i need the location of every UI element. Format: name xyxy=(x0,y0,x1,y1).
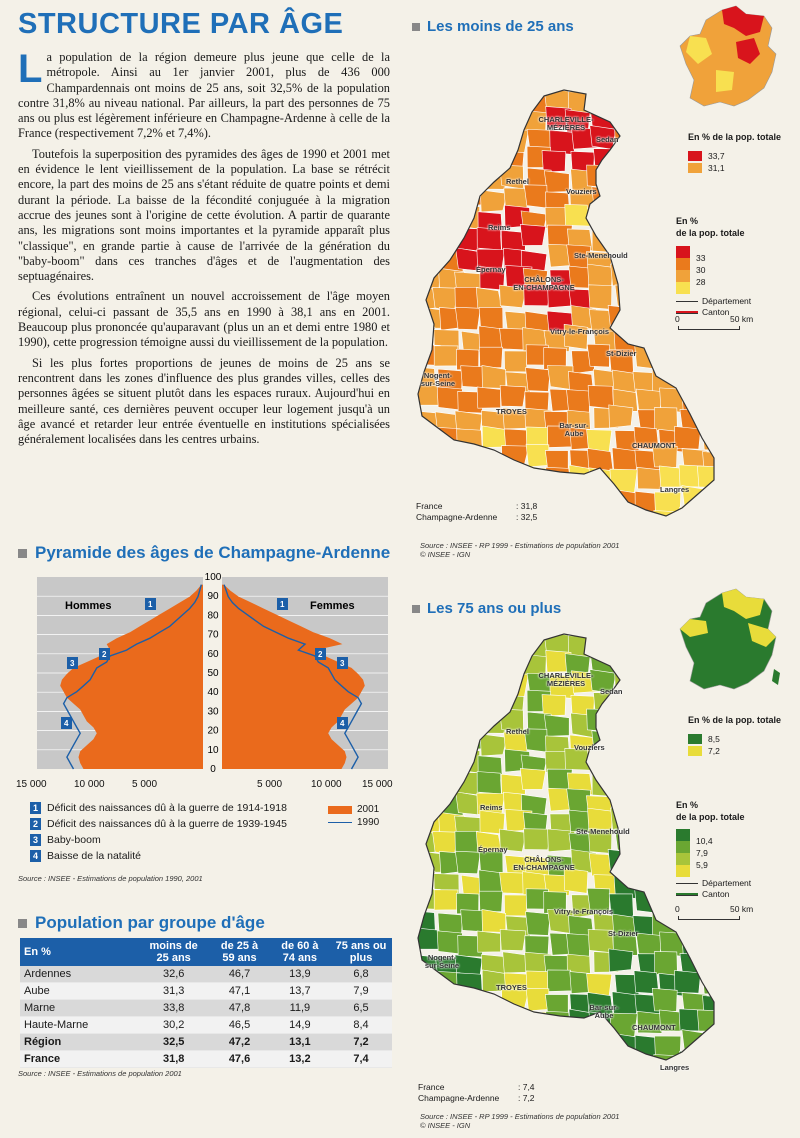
table-cell: 32,5 xyxy=(138,1034,209,1051)
map1-france-stat-label: France xyxy=(416,501,443,511)
map1-city-vouziers: Vouziers xyxy=(566,187,597,196)
map1-city-stmenehould: Ste-Menehould xyxy=(574,251,628,260)
table-cell: 46,5 xyxy=(209,1017,269,1034)
page-title: STRUCTURE PAR ÂGE xyxy=(18,8,344,40)
table-cell: Aube xyxy=(20,983,138,1000)
map1-scale-zero: 0 xyxy=(675,314,680,324)
map1-city-chalons: CHÂLONS- EN-CHAMPAGNE xyxy=(513,275,575,292)
legend-2001-swatch xyxy=(328,806,352,814)
age-group-table xyxy=(20,938,392,1068)
map1-city-charleville: CHARLEVILLE- MÉZIÈRES xyxy=(538,115,594,132)
map1-city-langres: Langres xyxy=(660,485,690,494)
map2-region-stat-label: Champagne-Ardenne xyxy=(418,1093,500,1103)
map2-france-stat-value: : 7,4 xyxy=(518,1082,535,1092)
map2-city-sedan: Sedan xyxy=(600,687,623,696)
map1-canton-label: Canton xyxy=(702,307,730,317)
marker-2-left-label: 2 xyxy=(102,650,107,659)
map2-city-reims: Reims xyxy=(480,803,503,812)
table-header: de 25 à 59 ans xyxy=(209,938,269,966)
map1-city-nogent: Nogent- sur-Seine xyxy=(420,371,456,388)
map2-city-epernay: Épernay xyxy=(478,845,508,854)
age-tick-40: 40 xyxy=(207,687,219,699)
map2-city-labels xyxy=(414,632,734,1077)
marker-3-left-label: 3 xyxy=(70,659,75,668)
map1-city-troyes: TROYES xyxy=(496,407,527,416)
table-cell: Ardennes xyxy=(20,966,138,983)
marker-4-right-label: 4 xyxy=(340,719,345,728)
table-row xyxy=(20,966,392,983)
map2-title xyxy=(412,600,561,617)
note-2-text: Déficit des naissances dû à la guerre de 1939-1945 xyxy=(47,818,287,830)
map1-france-value-high: 33,7 xyxy=(708,151,725,161)
map2-region-legend-title-2: de la pop. totale xyxy=(676,812,745,822)
map1-city-rethel: Rethel xyxy=(506,177,529,186)
pyramid-title-text: Pyramide des âges de Champagne-Ardenne xyxy=(35,543,391,562)
table-source: Source : INSEE - Estimations de population 2001 xyxy=(18,1069,182,1078)
x-tick-left-15000: 15 000 xyxy=(16,779,47,790)
note-1-num: 1 xyxy=(30,802,41,814)
map2-region-value-3: 5,9 xyxy=(696,860,708,870)
note-4-num: 4 xyxy=(30,850,41,862)
table-header-row xyxy=(20,938,392,966)
map1-city-barsuraube: Bar-sur- Aube xyxy=(559,421,589,438)
pyramid-source: Source : INSEE - Estimations de population 1990, 2001 xyxy=(18,874,203,883)
map1-source-2: © INSEE - IGN xyxy=(420,550,471,559)
map2-city-vouziers: Vouziers xyxy=(574,743,605,752)
x-tick-right-10000: 10 000 xyxy=(311,779,342,790)
age-tick-20: 20 xyxy=(207,725,219,737)
x-tick-right-15000: 15 000 xyxy=(362,779,393,790)
age-tick-50: 50 xyxy=(207,668,219,679)
pyramid-age-ticks xyxy=(205,572,222,775)
section-square-icon xyxy=(412,23,420,31)
table-cell: Région xyxy=(20,1034,138,1051)
map1-region-legend-title-2: de la pop. totale xyxy=(676,228,745,238)
map1-source-1: Source : INSEE - RP 1999 - Estimations de population 2001 xyxy=(420,541,620,550)
table-title-text: Population par groupe d'âge xyxy=(35,913,265,932)
table-cell: 7,9 xyxy=(330,983,392,1000)
section-square-icon xyxy=(412,605,420,613)
paragraph-4: Si les plus fortes proportions de jeunes de moins de 25 ans se rencontrent dans les zones d'influence des plus grandes villes, celles des personnes âgées se situent plutôt dans les espaces ruraux. Aujourd'hui en meilleure santé, ces dernières peuvent occuper leur logement jusqu'à un âge avancé et retarder leur entrée éventuelle en institutions spécialisées généralement localisées dans les centres urbains. xyxy=(18,355,390,447)
map1-france-value-low: 31,1 xyxy=(708,163,725,173)
map2-city-nogent: Nogent- sur-Seine xyxy=(424,953,460,970)
men-label: Hommes xyxy=(65,600,112,612)
map1-title-text: Les moins de 25 ans xyxy=(427,18,574,35)
article-body xyxy=(18,47,390,452)
map2-source-1: Source : INSEE - RP 1999 - Estimations de population 2001 xyxy=(420,1112,620,1121)
table-cell: Haute-Marne xyxy=(20,1017,138,1034)
table-header: En % xyxy=(20,938,138,966)
age-tick-60: 60 xyxy=(207,648,219,660)
map1-region-stat xyxy=(416,512,537,522)
marker-3-right-label: 3 xyxy=(340,659,345,668)
table-row xyxy=(20,983,392,1000)
map1-city-epernay: Épernay xyxy=(476,265,506,274)
marker-1-left-label: 1 xyxy=(148,600,153,609)
map1-city-reims: Reims xyxy=(488,223,511,232)
age-tick-100: 100 xyxy=(204,572,222,583)
table-cell: 31,8 xyxy=(138,1051,209,1068)
map1-region-value-1: 33 xyxy=(696,253,706,263)
section-square-icon xyxy=(18,549,27,558)
table-row xyxy=(20,1051,392,1068)
map1-city-vitry: Vitry-le-François xyxy=(550,327,610,336)
table-header: 75 ans ou plus xyxy=(330,938,392,966)
map1-region-legend-title-1: En % xyxy=(676,216,699,226)
table-header: de 60 à 74 ans xyxy=(270,938,330,966)
legend-1990-label: 1990 xyxy=(357,817,380,828)
note-3-text: Baby-boom xyxy=(47,834,101,846)
map2-france-legend-title: En % de la pop. totale xyxy=(688,715,782,725)
paragraph-1 xyxy=(18,47,390,142)
map1-city-chaumont: CHAUMONT xyxy=(632,441,676,450)
table-cell: France xyxy=(20,1051,138,1068)
map2-france-stat xyxy=(418,1082,535,1092)
map2-france-value-high: 8,5 xyxy=(708,734,720,744)
table-cell: 7,2 xyxy=(330,1034,392,1051)
map2-city-stmenehould: Ste-Menehould xyxy=(576,827,630,836)
age-tick-30: 30 xyxy=(207,706,219,718)
paragraph-1-text: a population de la région demeure plus jeune que celle de la métropole. Ainsi au 1er janvier 2001, plus de 436 000 Champardennais ont moins de 25 ans, soit 32,5% de la population contre 31,8% au niveau national. Par ailleurs, la part des personnes de 75 ans ou plus est légèrement inférieure en Champagne-Ardenne à celle de la France (respectivement 7,2% et 7,4%). xyxy=(18,50,390,141)
table-cell: 31,3 xyxy=(138,983,209,1000)
marker-2-right-label: 2 xyxy=(318,650,323,659)
map2-region-value-1: 10,4 xyxy=(696,836,713,846)
table-cell: 47,8 xyxy=(209,1000,269,1017)
map1-city-stdizier: St-Dizier xyxy=(606,349,637,358)
legend-2001 xyxy=(328,803,379,816)
women-label: Femmes xyxy=(310,600,355,612)
x-tick-right-5000: 5 000 xyxy=(257,779,283,790)
map2-city-vitry: Vitry-le-François xyxy=(554,907,614,916)
map2-city-langres: Langres xyxy=(660,1063,690,1072)
map2-canton-label: Canton xyxy=(702,889,730,899)
note-3-num: 3 xyxy=(30,834,41,846)
map2-region-stat-value: : 7,2 xyxy=(518,1093,535,1103)
table-cell: 6,8 xyxy=(330,966,392,983)
table-cell: 47,2 xyxy=(209,1034,269,1051)
age-tick-10: 10 xyxy=(207,744,219,756)
map2-city-troyes: TROYES xyxy=(496,983,527,992)
age-tick-90: 90 xyxy=(207,591,219,603)
table-cell: 7,4 xyxy=(330,1051,392,1068)
map1-region-stat-value: : 32,5 xyxy=(516,512,538,522)
map1-france-legend-title: En % de la pop. totale xyxy=(688,132,782,142)
table-cell: 13,7 xyxy=(270,983,330,1000)
table-cell: 8,4 xyxy=(330,1017,392,1034)
pyramid-title xyxy=(18,543,390,563)
map2-title-text: Les 75 ans ou plus xyxy=(427,600,562,617)
section-square-icon xyxy=(18,919,27,928)
age-tick-80: 80 xyxy=(207,610,219,622)
table-header: moins de 25 ans xyxy=(138,938,209,966)
map1-region-value-3: 28 xyxy=(696,277,706,287)
map2-region-legend-title-1: En % xyxy=(676,800,699,810)
map2-city-chaumont: CHAUMONT xyxy=(632,1023,676,1032)
map1-france-stat-value: : 31,8 xyxy=(516,501,538,511)
map2-scale-50: 50 km xyxy=(730,904,754,914)
table-cell: 14,9 xyxy=(270,1017,330,1034)
table-cell: 47,1 xyxy=(209,983,269,1000)
table-cell: 47,6 xyxy=(209,1051,269,1068)
table-cell: 46,7 xyxy=(209,966,269,983)
note-4-text: Baisse de la natalité xyxy=(47,850,141,862)
table-cell: 11,9 xyxy=(270,1000,330,1017)
legend-1990-swatch xyxy=(328,822,352,823)
map2-city-barsuraube: Bar-sur- Aube xyxy=(589,1003,619,1020)
x-tick-left-10000: 10 000 xyxy=(74,779,105,790)
table-cell: 6,5 xyxy=(330,1000,392,1017)
map1-departement-label: Département xyxy=(702,296,752,306)
legend-1990 xyxy=(328,816,379,829)
map2-departement-label: Département xyxy=(702,878,752,888)
table-cell: 30,2 xyxy=(138,1017,209,1034)
note-1 xyxy=(30,800,330,816)
marker-4-left-label: 4 xyxy=(64,719,69,728)
map2-france-corsica xyxy=(772,669,780,685)
map2-city-chalons: CHÂLONS- EN-CHAMPAGNE xyxy=(513,855,575,872)
map1-city-sedan: Sedan xyxy=(596,135,619,144)
map2-city-stdizier: St-Dizier xyxy=(608,929,639,938)
map2-city-rethel: Rethel xyxy=(506,727,529,736)
note-2 xyxy=(30,816,330,832)
map2-city-charleville: CHARLEVILLE- MÉZIÈRES xyxy=(538,671,594,688)
table-cell: 33,8 xyxy=(138,1000,209,1017)
marker-1-right-label: 1 xyxy=(280,600,285,609)
note-4 xyxy=(30,848,330,864)
table-cell: 13,1 xyxy=(270,1034,330,1051)
map2-france-stat-label: France xyxy=(418,1082,445,1092)
map1-france-stat xyxy=(416,501,537,511)
paragraph-2: Toutefois la superposition des pyramides des âges de 1990 et 2001 met en évidence le lent vieillissement de la population. La base se rétrécit encore, la part des moins de 25 ans s'étant réduite de quatre points et demi durant la période. La baisse de la fécondité conjuguée à la migration accrue des jeunes sont à l'origine de cette évolution. A partir de quarante ans, les migrations sont moins importantes et la pyramide apparaît plus "classique", en grande partie à cause de l'arrivée de la génération du "baby-boom" dans ces tranches d'âges et de l'augmentation des septuagénaires. xyxy=(18,146,390,284)
pyramid-notes xyxy=(30,800,330,864)
age-tick-0: 0 xyxy=(210,764,216,775)
note-2-num: 2 xyxy=(30,818,41,830)
table-title xyxy=(18,913,265,933)
map1-region-value-2: 30 xyxy=(696,265,706,275)
pyramid-series-legend xyxy=(328,803,379,829)
dropcap: L xyxy=(18,47,43,91)
note-1-text: Déficit des naissances dû à la guerre de 1914-1918 xyxy=(47,802,287,814)
map1-title xyxy=(412,18,574,35)
table-cell: Marne xyxy=(20,1000,138,1017)
map2-region-value-2: 7,9 xyxy=(696,848,708,858)
age-tick-70: 70 xyxy=(207,629,219,641)
legend-2001-label: 2001 xyxy=(357,804,380,815)
table-cell: 13,9 xyxy=(270,966,330,983)
map1-scale-50: 50 km xyxy=(730,314,754,324)
table-cell: 32,6 xyxy=(138,966,209,983)
age-pyramid-chart xyxy=(10,565,395,795)
table-row xyxy=(20,1000,392,1017)
map2-source-2: © INSEE - IGN xyxy=(420,1121,471,1130)
map1-city-labels xyxy=(414,88,734,528)
paragraph-3: Ces évolutions entraînent un nouvel accroissement de l'âge moyen régional, celui-ci passant de 35,5 ans en 1990 à 38,1 ans en 2001. Beaucoup plus prononcée qu'auparavant (plus un an et demi entre 1980 et 1990), cette progression témoigne aussi du vieillissement de la population. xyxy=(18,289,390,350)
table-row xyxy=(20,1017,392,1034)
x-tick-left-5000: 5 000 xyxy=(132,779,158,790)
map2-region-stat xyxy=(418,1093,535,1103)
map2-scale-zero: 0 xyxy=(675,904,680,914)
table-cell: 13,2 xyxy=(270,1051,330,1068)
map1-region-stat-label: Champagne-Ardenne xyxy=(416,512,498,522)
note-3 xyxy=(30,832,330,848)
table-row xyxy=(20,1034,392,1051)
map2-france-value-low: 7,2 xyxy=(708,746,720,756)
